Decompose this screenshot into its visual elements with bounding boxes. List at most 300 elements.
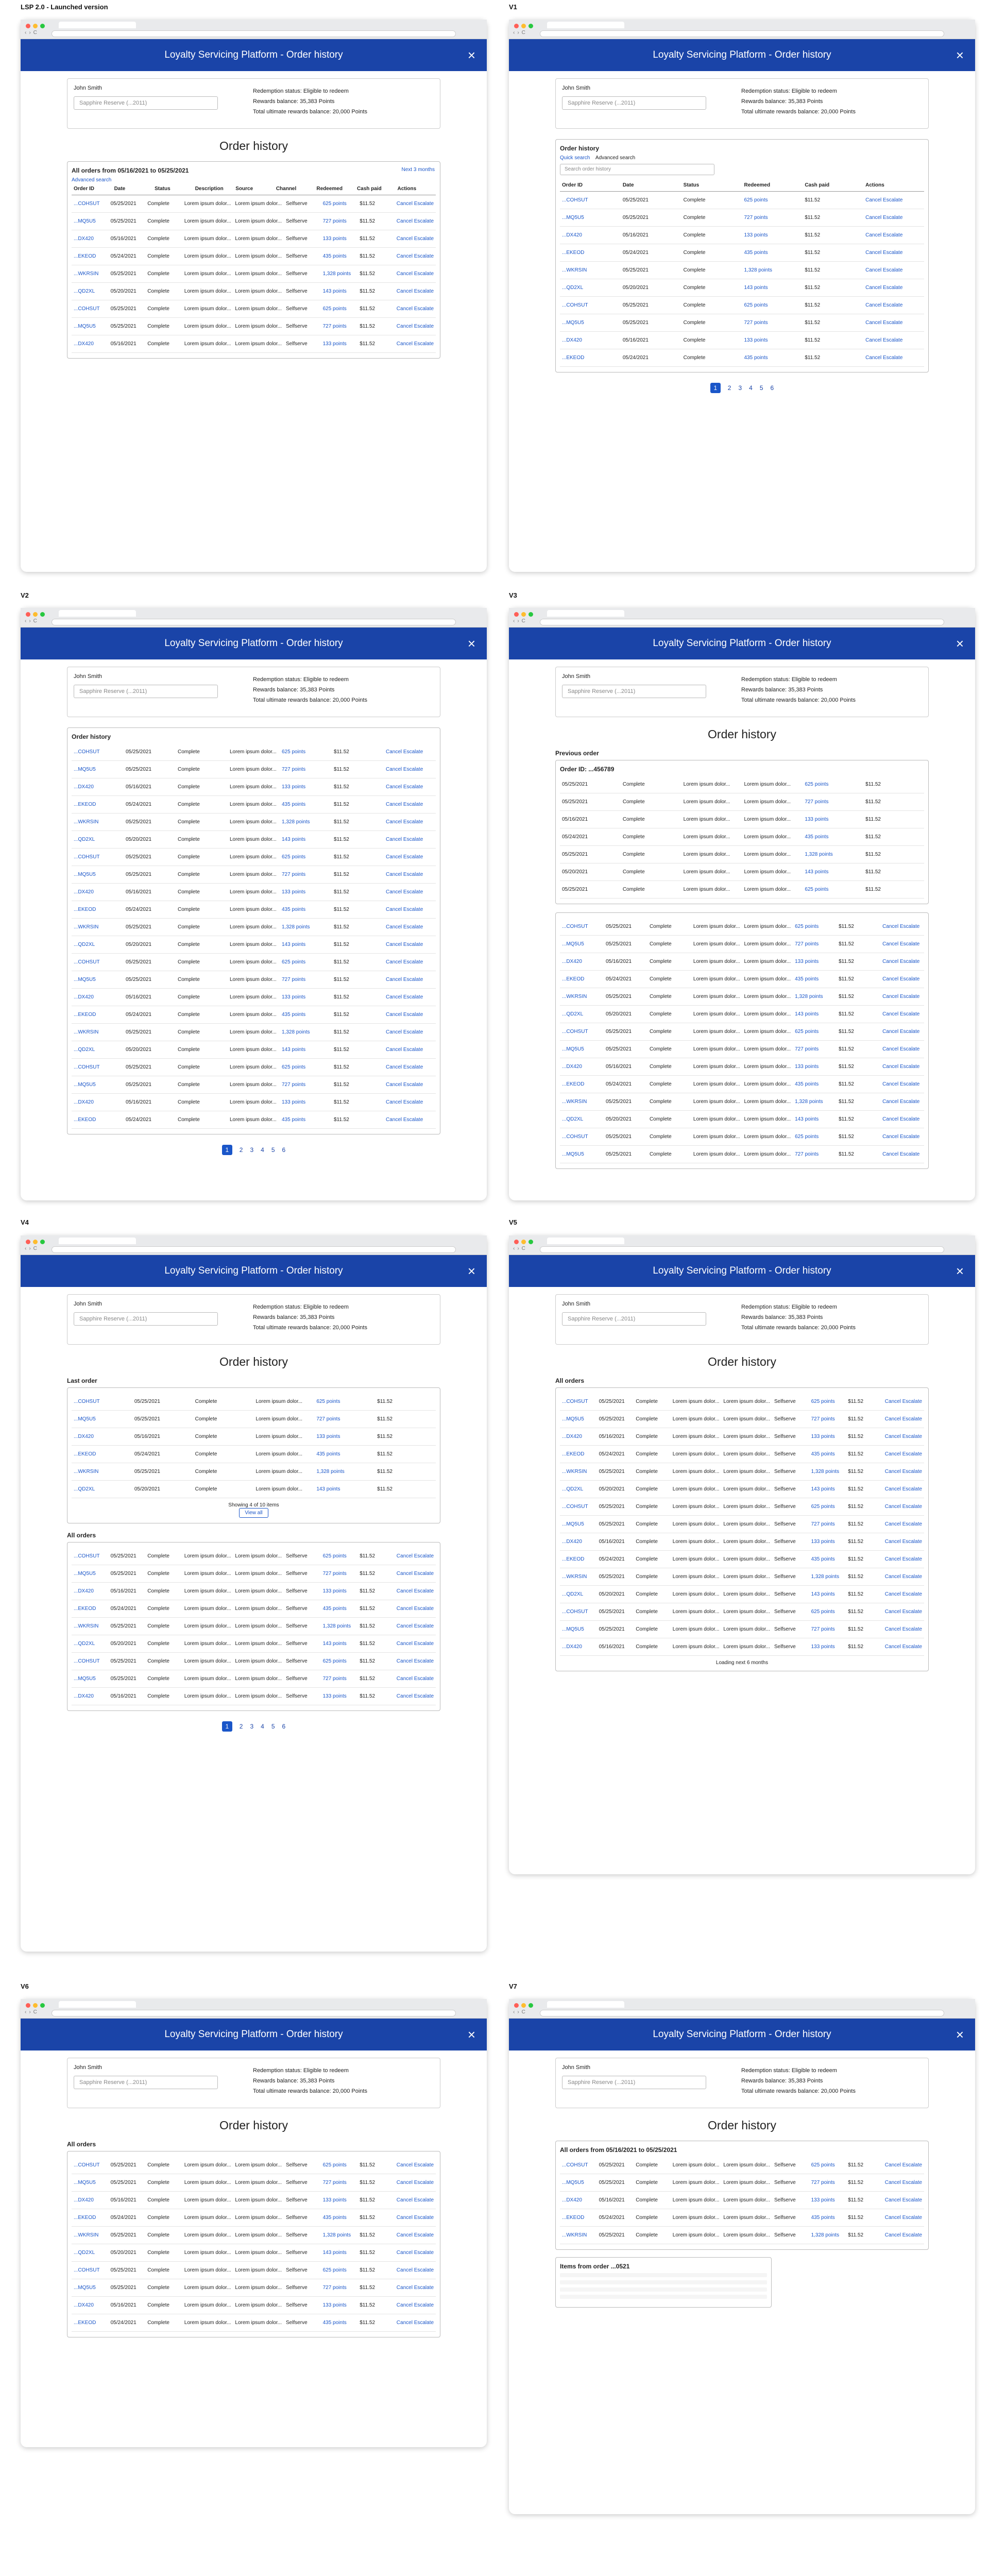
cell-0[interactable]: ...MQ5U5 (562, 1626, 584, 1632)
cell-6[interactable]: 727 points (795, 941, 819, 947)
page-1[interactable]: 1 (710, 383, 721, 393)
table-row[interactable] (560, 2227, 924, 2244)
cell-0[interactable]: ...DX420 (74, 341, 94, 347)
cell-6[interactable]: 133 points (322, 341, 347, 347)
cell-0[interactable]: ...WKRSIN (562, 1574, 587, 1580)
cell-8[interactable]: Cancel Escalate (884, 1416, 923, 1422)
cell-8[interactable]: Cancel Escalate (865, 285, 903, 291)
cell-0[interactable]: ...DX420 (562, 2197, 582, 2203)
cell-0[interactable]: ...MQ5U5 (74, 1416, 96, 1422)
table-row[interactable] (72, 2227, 436, 2244)
table-row[interactable] (560, 1638, 924, 1656)
cell-0[interactable]: ...EKEOD (74, 1606, 96, 1612)
table-row[interactable] (72, 849, 436, 866)
cell-8[interactable]: Cancel Escalate (386, 889, 423, 895)
cell-0[interactable]: ...COHSUT (74, 306, 100, 312)
cell-0[interactable]: ...WKRSIN (562, 2232, 587, 2238)
cell-6[interactable]: 435 points (811, 1451, 835, 1457)
cell-8[interactable]: Cancel Escalate (884, 1399, 923, 1404)
cell-8[interactable]: Cancel Escalate (865, 320, 903, 326)
card-select[interactable]: Sapphire Reserve (...2011) (74, 2076, 218, 2089)
cell-6[interactable]: 143 points (811, 1486, 835, 1492)
cell-0[interactable]: ...DX420 (562, 1644, 582, 1650)
cell-6[interactable]: 435 points (795, 1081, 819, 1087)
cell-0[interactable]: ...WKRSIN (562, 1469, 587, 1475)
cell-0[interactable]: ...MQ5U5 (74, 1571, 96, 1577)
cell-0[interactable]: ...EKEOD (562, 2215, 585, 2221)
cell-0[interactable]: ...EKEOD (74, 1117, 96, 1123)
cell-8[interactable]: Cancel Escalate (396, 289, 434, 294)
cell-0[interactable]: ...QD2XL (74, 1047, 95, 1053)
cell-6[interactable]: 133 points (322, 1588, 347, 1594)
cell-6[interactable]: 625 points (795, 1029, 819, 1035)
cell-8[interactable]: Cancel Escalate (884, 1556, 923, 1562)
cell-6[interactable]: 625 points (316, 1399, 340, 1404)
cell-8[interactable]: Cancel Escalate (882, 976, 920, 982)
cell-0[interactable]: ...COHSUT (74, 854, 100, 860)
table-row[interactable] (72, 1548, 436, 1565)
cell-6[interactable]: 727 points (811, 2180, 835, 2185)
cell-0[interactable]: ...MQ5U5 (74, 872, 96, 877)
cell-0[interactable]: ...MQ5U5 (562, 320, 584, 326)
cell-6[interactable]: 133 points (282, 889, 306, 895)
cell-0[interactable]: ...DX420 (562, 232, 582, 238)
cell-8[interactable]: Cancel Escalate (865, 250, 903, 256)
cell-8[interactable]: Cancel Escalate (386, 872, 423, 877)
cell-6[interactable]: 435 points (322, 1606, 347, 1612)
table-row[interactable] (72, 248, 436, 265)
table-row[interactable] (560, 971, 924, 988)
table-row[interactable] (560, 881, 924, 899)
cell-6[interactable]: 625 points (744, 302, 768, 308)
table-row[interactable] (72, 2279, 436, 2297)
cell-6[interactable]: 435 points (316, 1451, 340, 1457)
cell-0[interactable]: ...DX420 (562, 1064, 582, 1070)
cell-6[interactable]: 143 points (744, 285, 768, 291)
table-row[interactable] (72, 1041, 436, 1059)
table-row[interactable] (560, 793, 924, 811)
table-row[interactable] (72, 1670, 436, 1688)
table-row[interactable] (72, 2262, 436, 2279)
cell-6[interactable]: 727 points (811, 1626, 835, 1632)
table-row[interactable] (560, 863, 924, 881)
cell-6[interactable]: 1,328 points (322, 271, 351, 277)
cell-0[interactable]: ...MQ5U5 (562, 1151, 584, 1157)
cell-0[interactable]: ...WKRSIN (74, 1623, 99, 1629)
table-row[interactable] (72, 1446, 436, 1463)
table-row[interactable] (72, 1688, 436, 1705)
cell-0[interactable]: ...MQ5U5 (74, 1082, 96, 1088)
table-row[interactable] (72, 936, 436, 954)
cell-8[interactable]: Cancel Escalate (386, 907, 423, 912)
cell-8[interactable]: Cancel Escalate (396, 236, 434, 242)
cell-6[interactable]: 133 points (744, 337, 768, 343)
cell-6[interactable]: 625 points (282, 1064, 306, 1070)
cell-6[interactable]: 133 points (282, 784, 306, 790)
cell-0[interactable]: ...COHSUT (562, 2162, 588, 2168)
cell-6[interactable]: 625 points (282, 854, 306, 860)
cell-0[interactable]: ...COHSUT (562, 302, 588, 308)
cell-6[interactable]: 625 points (282, 749, 306, 755)
cell-8[interactable]: Cancel Escalate (865, 232, 903, 238)
table-row[interactable] (560, 227, 924, 244)
table-row[interactable] (560, 2157, 924, 2174)
table-row[interactable] (72, 2209, 436, 2227)
table-row[interactable] (560, 1621, 924, 1638)
table-row[interactable] (560, 1393, 924, 1411)
table-row[interactable] (72, 831, 436, 849)
table-row[interactable] (560, 332, 924, 349)
cell-8[interactable]: Cancel Escalate (884, 2162, 923, 2168)
cell-0[interactable]: ...COHSUT (74, 1064, 100, 1070)
close-icon[interactable]: × (956, 47, 964, 63)
table-row[interactable] (560, 1533, 924, 1551)
table-row[interactable] (72, 814, 436, 831)
table-row[interactable] (560, 209, 924, 227)
cell-8[interactable]: Cancel Escalate (884, 2180, 923, 2185)
cell-6[interactable]: 133 points (282, 1099, 306, 1105)
cell-6[interactable]: 727 points (282, 767, 306, 772)
table-row[interactable] (560, 1446, 924, 1463)
cell-6[interactable]: 625 points (805, 782, 829, 787)
table-row[interactable] (560, 2174, 924, 2192)
table-row[interactable] (560, 1586, 924, 1603)
cell-0[interactable]: ...EKEOD (562, 355, 585, 361)
cell-6[interactable]: 143 points (322, 289, 347, 294)
page-6[interactable]: 6 (282, 1146, 286, 1154)
cell-0[interactable]: ...DX420 (74, 236, 94, 242)
cell-0[interactable]: ...MQ5U5 (562, 1521, 584, 1527)
cell-6[interactable]: 143 points (282, 837, 306, 842)
table-row[interactable] (72, 1006, 436, 1024)
cell-0[interactable]: ...MQ5U5 (562, 215, 584, 221)
cell-6[interactable]: 625 points (322, 201, 347, 207)
table-row[interactable] (72, 2174, 436, 2192)
table-row[interactable] (560, 1041, 924, 1058)
advanced-search-link[interactable]: Advanced search (72, 177, 112, 183)
page-4[interactable]: 4 (749, 384, 753, 392)
close-icon[interactable]: × (467, 1263, 475, 1279)
cell-8[interactable]: Cancel Escalate (386, 1047, 423, 1053)
cell-0[interactable]: ...WKRSIN (562, 267, 587, 273)
table-row[interactable] (72, 1583, 436, 1600)
cell-6[interactable]: 727 points (744, 320, 768, 326)
table-row[interactable] (72, 743, 436, 761)
cell-0[interactable]: ...QD2XL (74, 289, 95, 294)
cell-6[interactable]: 625 points (805, 887, 829, 892)
table-row[interactable] (72, 1024, 436, 1041)
cell-0[interactable]: ...MQ5U5 (562, 1416, 584, 1422)
cell-0[interactable]: ...WKRSIN (74, 271, 99, 277)
view-all-button[interactable]: View all (239, 1508, 268, 1518)
cell-0[interactable]: ...MQ5U5 (74, 767, 96, 772)
table-row[interactable] (72, 195, 436, 213)
cell-6[interactable]: 435 points (282, 1012, 306, 1018)
card-select[interactable]: Sapphire Reserve (...2011) (562, 1312, 706, 1326)
table-row[interactable] (72, 1059, 436, 1076)
cell-8[interactable]: Cancel Escalate (884, 2197, 923, 2203)
cell-6[interactable]: 435 points (322, 2215, 347, 2221)
cell-6[interactable]: 1,328 points (795, 1099, 823, 1105)
cell-8[interactable]: Cancel Escalate (884, 1521, 923, 1527)
table-row[interactable] (72, 1481, 436, 1498)
cell-6[interactable]: 1,328 points (811, 1574, 840, 1580)
cell-0[interactable]: ...EKEOD (74, 253, 96, 259)
cell-6[interactable]: 1,328 points (282, 1029, 310, 1035)
card-select[interactable]: Sapphire Reserve (...2011) (74, 96, 218, 110)
card-select[interactable]: Sapphire Reserve (...2011) (562, 685, 706, 698)
cell-6[interactable]: 727 points (322, 2285, 347, 2291)
table-row[interactable] (560, 1411, 924, 1428)
cell-0[interactable]: ...EKEOD (562, 1556, 585, 1562)
cell-8[interactable]: Cancel Escalate (882, 994, 920, 999)
cell-6[interactable]: 1,328 points (811, 1469, 840, 1475)
cell-8[interactable]: Cancel Escalate (386, 1082, 423, 1088)
cell-8[interactable]: Cancel Escalate (386, 924, 423, 930)
tab-quick-search[interactable]: Quick search (560, 155, 590, 161)
cell-8[interactable]: Cancel Escalate (386, 837, 423, 842)
table-row[interactable] (560, 262, 924, 279)
table-row[interactable] (560, 936, 924, 953)
close-icon[interactable]: × (467, 2027, 475, 2042)
cell-6[interactable]: 727 points (282, 977, 306, 982)
table-row[interactable] (560, 1603, 924, 1621)
cell-6[interactable]: 435 points (744, 355, 768, 361)
cell-6[interactable]: 435 points (795, 976, 819, 982)
page-5[interactable]: 5 (271, 1146, 275, 1154)
table-row[interactable] (560, 1481, 924, 1498)
cell-8[interactable]: Cancel Escalate (396, 324, 434, 329)
cell-6[interactable]: 133 points (811, 1644, 835, 1650)
cell-8[interactable]: Cancel Escalate (386, 802, 423, 807)
cell-8[interactable]: Cancel Escalate (884, 1451, 923, 1457)
cell-0[interactable]: ...WKRSIN (562, 994, 587, 999)
cell-8[interactable]: Cancel Escalate (396, 2162, 434, 2168)
cell-8[interactable]: Cancel Escalate (396, 2180, 434, 2185)
cell-6[interactable]: 727 points (322, 324, 347, 329)
cell-0[interactable]: ...EKEOD (74, 907, 96, 912)
page-2[interactable]: 2 (239, 1146, 243, 1154)
cell-0[interactable]: ...EKEOD (74, 2215, 96, 2221)
cell-0[interactable]: ...COHSUT (562, 197, 588, 203)
cell-6[interactable]: 435 points (322, 2320, 347, 2326)
table-row[interactable] (560, 918, 924, 936)
card-select[interactable]: Sapphire Reserve (...2011) (74, 685, 218, 698)
cell-8[interactable]: Cancel Escalate (396, 1676, 434, 1682)
cell-8[interactable]: Cancel Escalate (396, 1553, 434, 1559)
close-icon[interactable]: × (956, 1263, 964, 1279)
tab-advanced-search[interactable]: Advanced search (595, 155, 636, 161)
cell-6[interactable]: 143 points (795, 1116, 819, 1122)
cell-6[interactable]: 435 points (282, 907, 306, 912)
cell-0[interactable]: ...QD2XL (562, 1591, 584, 1597)
cell-0[interactable]: ...QD2XL (74, 837, 95, 842)
cell-8[interactable]: Cancel Escalate (865, 302, 903, 308)
cell-8[interactable]: Cancel Escalate (396, 2250, 434, 2256)
table-row[interactable] (72, 1094, 436, 1111)
cell-8[interactable]: Cancel Escalate (882, 924, 920, 929)
cell-0[interactable]: ...COHSUT (74, 1658, 100, 1664)
cell-0[interactable]: ...MQ5U5 (74, 218, 96, 224)
cell-8[interactable]: Cancel Escalate (882, 1151, 920, 1157)
cell-0[interactable]: ...EKEOD (562, 1081, 585, 1087)
cell-6[interactable]: 435 points (811, 2215, 835, 2221)
table-row[interactable] (560, 811, 924, 828)
cell-6[interactable]: 1,328 points (811, 2232, 840, 2238)
table-row[interactable] (560, 192, 924, 209)
cell-8[interactable]: Cancel Escalate (884, 1609, 923, 1615)
cell-8[interactable]: Cancel Escalate (396, 341, 434, 347)
cell-8[interactable]: Cancel Escalate (865, 215, 903, 221)
cell-6[interactable]: 435 points (282, 802, 306, 807)
table-row[interactable] (72, 1653, 436, 1670)
cell-0[interactable]: ...MQ5U5 (74, 2285, 96, 2291)
cell-0[interactable]: ...WKRSIN (74, 1469, 99, 1475)
cell-0[interactable]: ...QD2XL (562, 1486, 584, 1492)
cell-6[interactable]: 133 points (322, 2197, 347, 2203)
cell-6[interactable]: 1,328 points (805, 852, 833, 857)
cell-6[interactable]: 435 points (282, 1117, 306, 1123)
table-row[interactable] (560, 2192, 924, 2209)
table-row[interactable] (72, 866, 436, 884)
cell-6[interactable]: 143 points (316, 1486, 340, 1492)
table-row[interactable] (560, 1006, 924, 1023)
cell-0[interactable]: ...DX420 (74, 1434, 94, 1439)
cell-0[interactable]: ...DX420 (562, 337, 582, 343)
cell-6[interactable]: 625 points (322, 2162, 347, 2168)
close-icon[interactable]: × (956, 2027, 964, 2042)
cell-8[interactable]: Cancel Escalate (882, 1134, 920, 1140)
cell-6[interactable]: 1,328 points (322, 2232, 351, 2238)
cell-8[interactable]: Cancel Escalate (865, 355, 903, 361)
cell-8[interactable]: Cancel Escalate (386, 1099, 423, 1105)
cell-8[interactable]: Cancel Escalate (386, 749, 423, 755)
page-1[interactable]: 1 (222, 1721, 232, 1732)
cell-6[interactable]: 625 points (322, 2267, 347, 2273)
cell-8[interactable]: Cancel Escalate (396, 2302, 434, 2308)
cell-0[interactable]: ...EKEOD (74, 802, 96, 807)
page-6[interactable]: 6 (282, 1723, 286, 1730)
cell-8[interactable]: Cancel Escalate (882, 1029, 920, 1035)
cell-6[interactable]: 133 points (316, 1434, 340, 1439)
table-row[interactable] (72, 796, 436, 814)
table-row[interactable] (72, 2314, 436, 2332)
cell-8[interactable]: Cancel Escalate (386, 1117, 423, 1123)
cell-8[interactable]: Cancel Escalate (396, 306, 434, 312)
cell-0[interactable]: ...QD2XL (562, 285, 584, 291)
cell-0[interactable]: ...COHSUT (562, 1134, 588, 1140)
table-row[interactable] (560, 846, 924, 863)
cell-0[interactable]: ...COHSUT (562, 924, 588, 929)
cell-6[interactable]: 727 points (282, 1082, 306, 1088)
cell-6[interactable]: 727 points (322, 1571, 347, 1577)
cell-6[interactable]: 435 points (322, 253, 347, 259)
page-1[interactable]: 1 (222, 1145, 232, 1155)
cell-6[interactable]: 143 points (795, 1011, 819, 1017)
cell-0[interactable]: ...DX420 (74, 1099, 94, 1105)
cell-6[interactable]: 625 points (811, 2162, 835, 2168)
cell-6[interactable]: 1,328 points (282, 924, 310, 930)
cell-8[interactable]: Cancel Escalate (882, 1116, 920, 1122)
cell-8[interactable]: Cancel Escalate (396, 1588, 434, 1594)
table-row[interactable] (72, 1076, 436, 1094)
cell-8[interactable]: Cancel Escalate (396, 253, 434, 259)
cell-0[interactable]: ...DX420 (74, 994, 94, 1000)
cell-6[interactable]: 625 points (795, 924, 819, 929)
cell-6[interactable]: 133 points (811, 2197, 835, 2203)
cell-8[interactable]: Cancel Escalate (884, 1591, 923, 1597)
cell-8[interactable]: Cancel Escalate (396, 1571, 434, 1577)
cell-6[interactable]: 435 points (811, 1556, 835, 1562)
cell-0[interactable]: ...DX420 (74, 889, 94, 895)
table-row[interactable] (72, 1111, 436, 1129)
close-icon[interactable]: × (467, 636, 475, 651)
cell-6[interactable]: 1,328 points (744, 267, 772, 273)
cell-8[interactable]: Cancel Escalate (386, 959, 423, 965)
cell-0[interactable]: ...DX420 (562, 959, 582, 964)
cell-6[interactable]: 727 points (744, 215, 768, 221)
cell-0[interactable]: ...WKRSIN (562, 1099, 587, 1105)
cell-6[interactable]: 133 points (811, 1539, 835, 1545)
cell-8[interactable]: Cancel Escalate (884, 1469, 923, 1475)
page-2[interactable]: 2 (239, 1723, 243, 1730)
table-row[interactable] (72, 213, 436, 230)
table-row[interactable] (72, 989, 436, 1006)
cell-8[interactable]: Cancel Escalate (396, 1658, 434, 1664)
table-row[interactable] (560, 2209, 924, 2227)
cell-6[interactable]: 625 points (811, 1399, 835, 1404)
page-2[interactable]: 2 (727, 384, 731, 392)
cell-6[interactable]: 625 points (282, 959, 306, 965)
table-row[interactable] (72, 778, 436, 796)
cell-0[interactable]: ...COHSUT (74, 749, 100, 755)
cell-6[interactable]: 727 points (322, 1676, 347, 1682)
cell-0[interactable]: ...QD2XL (74, 2250, 95, 2256)
table-row[interactable] (72, 1393, 436, 1411)
table-row[interactable] (560, 1568, 924, 1586)
cell-0[interactable]: ...DX420 (562, 1434, 582, 1439)
cell-8[interactable]: Cancel Escalate (884, 2215, 923, 2221)
cell-8[interactable]: Cancel Escalate (882, 1099, 920, 1105)
close-icon[interactable]: × (956, 636, 964, 651)
table-row[interactable] (72, 300, 436, 318)
table-row[interactable] (72, 265, 436, 283)
cell-6[interactable]: 625 points (322, 306, 347, 312)
cell-8[interactable]: Cancel Escalate (396, 2267, 434, 2273)
cell-8[interactable]: Cancel Escalate (882, 941, 920, 947)
cell-0[interactable]: ...MQ5U5 (562, 1046, 584, 1052)
search-input[interactable]: Search order history (560, 164, 714, 175)
cell-8[interactable]: Cancel Escalate (882, 1046, 920, 1052)
table-row[interactable] (72, 2192, 436, 2209)
cell-6[interactable]: 625 points (811, 1504, 835, 1510)
cell-8[interactable]: Cancel Escalate (386, 977, 423, 982)
table-row[interactable] (72, 230, 436, 248)
cell-8[interactable]: Cancel Escalate (882, 1081, 920, 1087)
cell-8[interactable]: Cancel Escalate (396, 2215, 434, 2221)
cell-8[interactable]: Cancel Escalate (386, 994, 423, 1000)
cell-0[interactable]: ...DX420 (74, 1693, 94, 1699)
cell-0[interactable]: ...EKEOD (562, 250, 585, 256)
table-row[interactable] (560, 1058, 924, 1076)
card-select[interactable]: Sapphire Reserve (...2011) (74, 1312, 218, 1326)
cell-0[interactable]: ...EKEOD (74, 1012, 96, 1018)
cell-0[interactable]: ...COHSUT (74, 1399, 100, 1404)
cell-6[interactable]: 625 points (744, 197, 768, 203)
cell-6[interactable]: 727 points (811, 1521, 835, 1527)
table-row[interactable] (72, 2297, 436, 2314)
cell-0[interactable]: ...WKRSIN (74, 819, 99, 825)
